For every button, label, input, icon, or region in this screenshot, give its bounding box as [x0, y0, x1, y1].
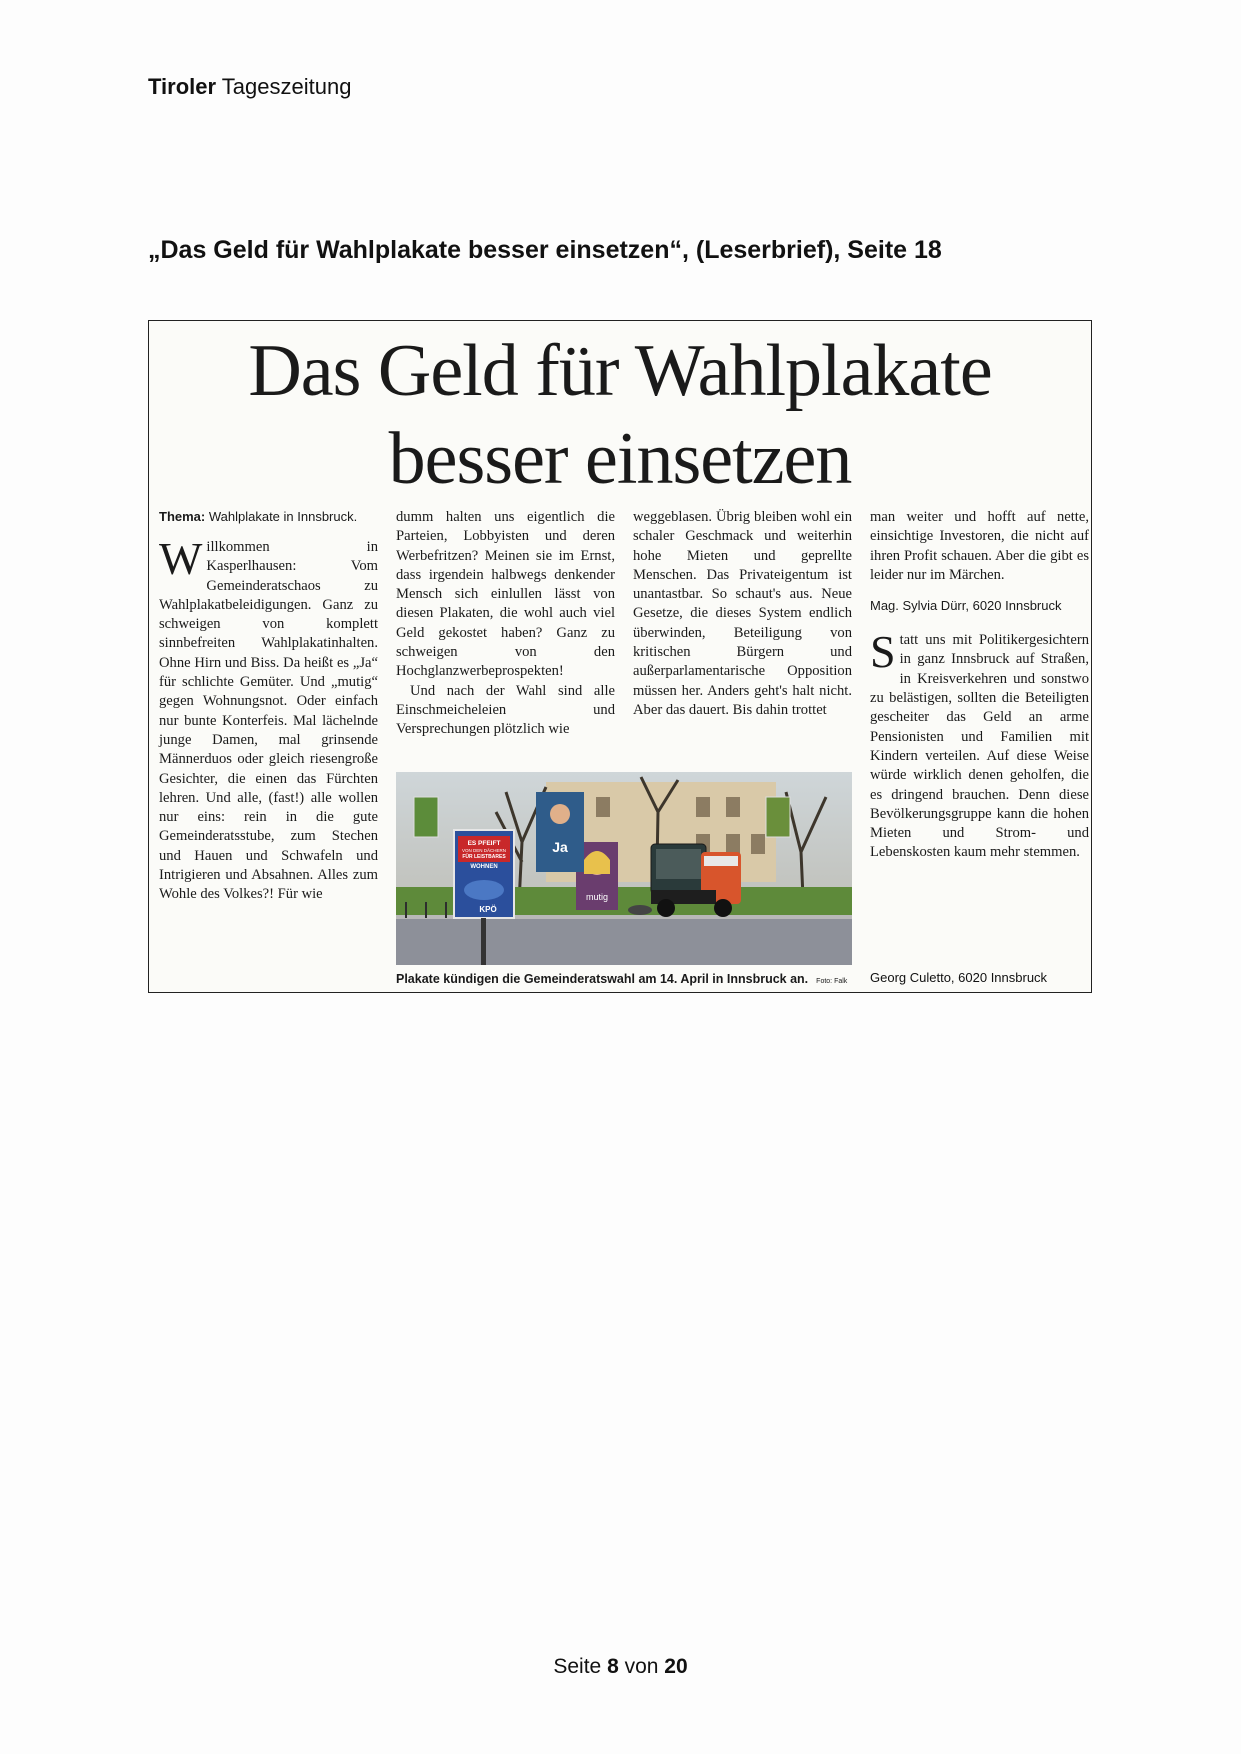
topic-label: Thema:: [159, 509, 206, 524]
footer-middle: von: [624, 1655, 659, 1678]
poster-ja: [536, 792, 584, 872]
letter-1-col3-text: weggeblasen. Übrig bleiben wohl ein schaler Geschmack und weiterhin hohe Mieten und geprellte Menschen. Das Privateigentum ist unantastbar. So schaut's aus. Neue Gesetze, die dieses System endlich überwinden, Beteiligung von kritischen Bürgern und außerparlamentarische Opposition müssen her. Anders geht's halt nicht. Aber das dauert. Bis dahin trottet: [633, 509, 852, 718]
poster-kpo-line-1: ES PFEIFT: [467, 840, 501, 847]
poster-kpo: [454, 830, 514, 918]
poster-kpo-party: KPÖ: [479, 905, 497, 914]
drop-cap-s: S: [870, 626, 896, 678]
letter-1-col1-text: illkommen in Kasperlhausen: Vom Gemeinderatschaos zu Wahlplakatbeleidigungen. Ganz zu schweigen von komplett sinnbefreiten Wahlplakatinhalten. Ohne Hirn und Biss. Da heißt es „Ja“ für schlichte Gemüter. Und „mutig“ gegen Wohnungsnot. Oder einfach nur bunte Konterfeis. Mal lächelnde junge Damen, mal grinsende Männerduos oder gleich riesengroße Gesichter, die einen das Fürchten lehren. Und alle, (fast!) alle wollen nur eins: rein in die gute Gemeinderatsstube, zum Stechen und Hauen und Schwafeln und Intrigieren und Absahnen. Alles zum Wohle des Volkes?! Für wie: [159, 539, 378, 903]
letter-1-signature: Mag. Sylvia Dürr, 6020 Innsbruck: [870, 598, 1062, 614]
clipping-headline: [149, 327, 1091, 503]
poster-mutig-text: mutig: [585, 892, 609, 902]
poster-kpo-line-4: WOHNEN: [470, 864, 498, 870]
poster-post: [481, 918, 486, 965]
letter-1-body-start: [159, 533, 378, 905]
publication-name-rest: Tageszeitung: [221, 74, 352, 99]
poster-kpo-line-3: FÜR LEISTBARES: [462, 854, 506, 860]
topic-text: Wahlplakate in Innsbruck.: [208, 509, 358, 524]
footer-page-number: 8: [607, 1655, 619, 1678]
footer-prefix: Seite: [553, 1655, 602, 1678]
street-photo: [396, 772, 852, 965]
caption-text: Plakate kündigen die Gemeinderatswahl am 14. April in Innsbruck an.: [396, 972, 809, 986]
street-photo-illustration: [396, 772, 852, 965]
poster-ja-text: Ja: [552, 839, 568, 855]
photo-caption: [396, 972, 852, 986]
poster-left: [414, 797, 438, 837]
column-2: [396, 508, 615, 740]
newspaper-clipping: [148, 320, 1092, 993]
photo-credit: Foto: Falk: [816, 978, 848, 985]
headline-line-1: Das Geld für Wahlplakate: [248, 330, 992, 412]
letter-1-col4-text: man weiter und hofft auf nette, einsichtige Investoren, die nicht auf ihren Profit schauen. Aber die gibt es leider nur im Märchen.: [870, 509, 1089, 583]
letter-1-col2-para2: Und nach der Wahl sind alle Einschmeicheleien und Versprechungen plötzlich wie: [396, 682, 615, 738]
poster-kpo-line-2: VON DEN DÄCHERN: [461, 848, 507, 853]
headline-line-2: besser einsetzen: [388, 418, 852, 500]
letter-2-signature: Georg Culetto, 6020 Innsbruck: [870, 970, 1048, 985]
page-footer: [0, 1655, 1241, 1679]
column-1: [159, 508, 378, 905]
publication-name: [148, 74, 351, 100]
poster-right: [766, 797, 790, 837]
topic-line: [159, 508, 378, 526]
drop-cap-w: W: [159, 533, 203, 584]
column-3: [633, 508, 852, 720]
document-title: „Das Geld für Wahlplakate besser einsetzen“, (Leserbrief), Seite 18: [148, 236, 942, 264]
publication-name-bold: Tiroler: [148, 74, 217, 99]
letter-1-col2-para1: dumm halten uns eigentlich die Parteien, Lobbyisten und deren Werbefritzen? Meinen sie im Ernst, dass irgendein halbwegs denkender Mensch sich einlullen lässt von diesen Plakaten, die wohl auch viel Geld gekostet haben? Ganz zu schweigen von den Hochglanzwerbeprospekten!: [396, 509, 615, 680]
letter-2-body: [870, 626, 1089, 863]
street: [396, 917, 852, 965]
column-4: [870, 508, 1089, 863]
footer-total-pages: 20: [664, 1655, 688, 1678]
letter-2-text: tatt uns mit Politikergesichtern in ganz Innsbruck auf Straßen, in Kreisverkehren und sonstwo zu belästigen, sollten die Beteiligten gescheiter das Geld an arme Pensionisten und Familien mit Kindern verteilen. Auf diese Weise würde wirklich denen geholfen, die es dringend brauchen. Denn diese Bevölkerungsgruppe kann die hohen Mieten und Strom- und Lebenskosten kaum mehr stemmen.: [870, 632, 1089, 861]
